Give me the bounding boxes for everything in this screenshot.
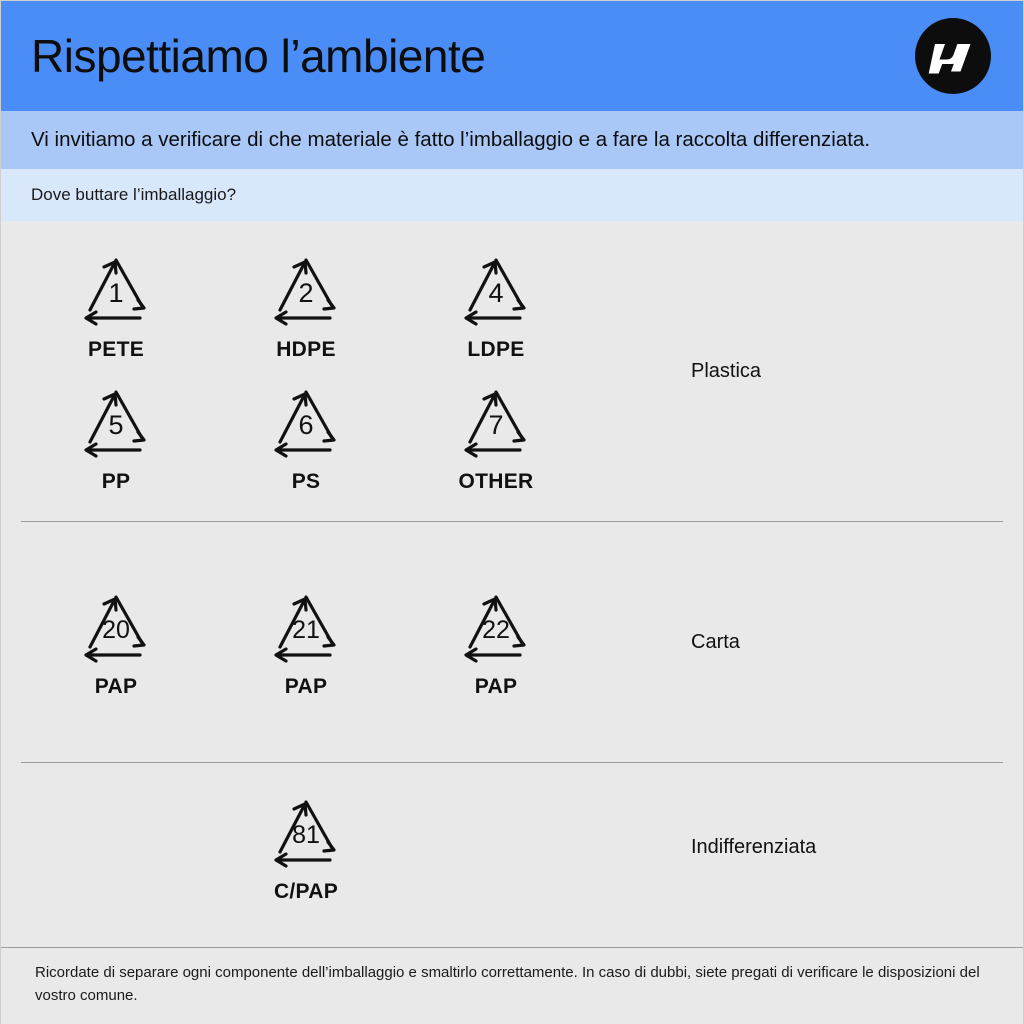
recycle-triangle-icon [440,585,552,673]
symbol-number: 81 [292,821,320,849]
symbol-number: 20 [102,616,130,644]
recycle-triangle-icon [250,380,362,468]
subbanner-text: Vi invitiamo a verificare di che materiale è fatto l’imballaggio e a fare la raccolta differenziata. [31,128,871,151]
symbol-number: 6 [298,410,314,440]
symbol-code: PAP [94,675,138,698]
subbanner [1,111,1023,169]
symbol-code: PETE [87,338,145,361]
recycle-symbol [21,380,211,494]
symbol-number: 7 [488,410,504,440]
section-plastica-symbols [1,248,691,494]
recycle-symbol [401,585,591,699]
question-text: Dove buttare l’imballaggio? [31,185,237,204]
recycle-symbol [401,380,591,494]
footer-note-text: Ricordate di separare ogni componente dell’imballaggio e smaltirlo correttamente. In caso di dubbi, siete pregati di verificare le disposizioni del vostro comune. [35,964,980,1004]
section-label-indifferenziata: Indifferenziata [691,835,817,858]
symbol-code: PAP [284,675,328,698]
section-label-carta: Carta [691,630,740,653]
recycle-symbol [211,380,401,494]
recycle-triangle-icon [440,380,552,468]
symbol-row [21,585,691,699]
symbol-number: 22 [482,616,510,644]
page-title: Rispettiamo l’ambiente [31,30,486,82]
recycle-triangle-icon [250,585,362,673]
symbol-number: 2 [298,278,314,308]
symbol-number: 4 [488,278,504,308]
section-carta [1,522,1023,762]
symbol-row [21,248,691,362]
recycle-triangle-icon [440,248,552,336]
symbol-number: 5 [108,410,124,440]
section-carta-symbols [1,585,691,699]
page-header [1,1,1023,111]
section-indifferenziata-symbols [1,790,691,904]
symbol-number: 21 [292,616,320,644]
recycle-triangle-icon [60,380,172,468]
symbol-code: PS [291,470,321,493]
recycle-symbol [21,585,211,699]
symbol-code: HDPE [276,338,336,361]
recycle-triangle-icon [60,248,172,336]
recycle-symbol [211,585,401,699]
recycle-symbol [21,248,211,362]
symbol-row [21,380,691,494]
recycle-triangle-icon [60,585,172,673]
section-indifferenziata [1,763,1023,931]
symbol-code: OTHER [458,470,534,493]
recycle-symbol [211,790,401,904]
recycle-triangle-icon [250,790,362,878]
recycle-symbol [211,248,401,362]
section-plastica [1,221,1023,521]
section-label-plastica: Plastica [691,359,762,382]
question-bar [1,169,1023,221]
symbol-number: 1 [108,278,124,308]
symbol-code: PAP [474,675,518,698]
footer-note [1,947,1023,1024]
symbol-code: LDPE [467,338,525,361]
symbol-row [21,790,691,904]
symbols-body [1,221,1023,1024]
recycle-triangle-icon [250,248,362,336]
symbol-code: C/PAP [273,880,339,903]
symbol-code: PP [101,470,131,493]
recycle-symbol [401,248,591,362]
hp-logo [915,18,991,94]
